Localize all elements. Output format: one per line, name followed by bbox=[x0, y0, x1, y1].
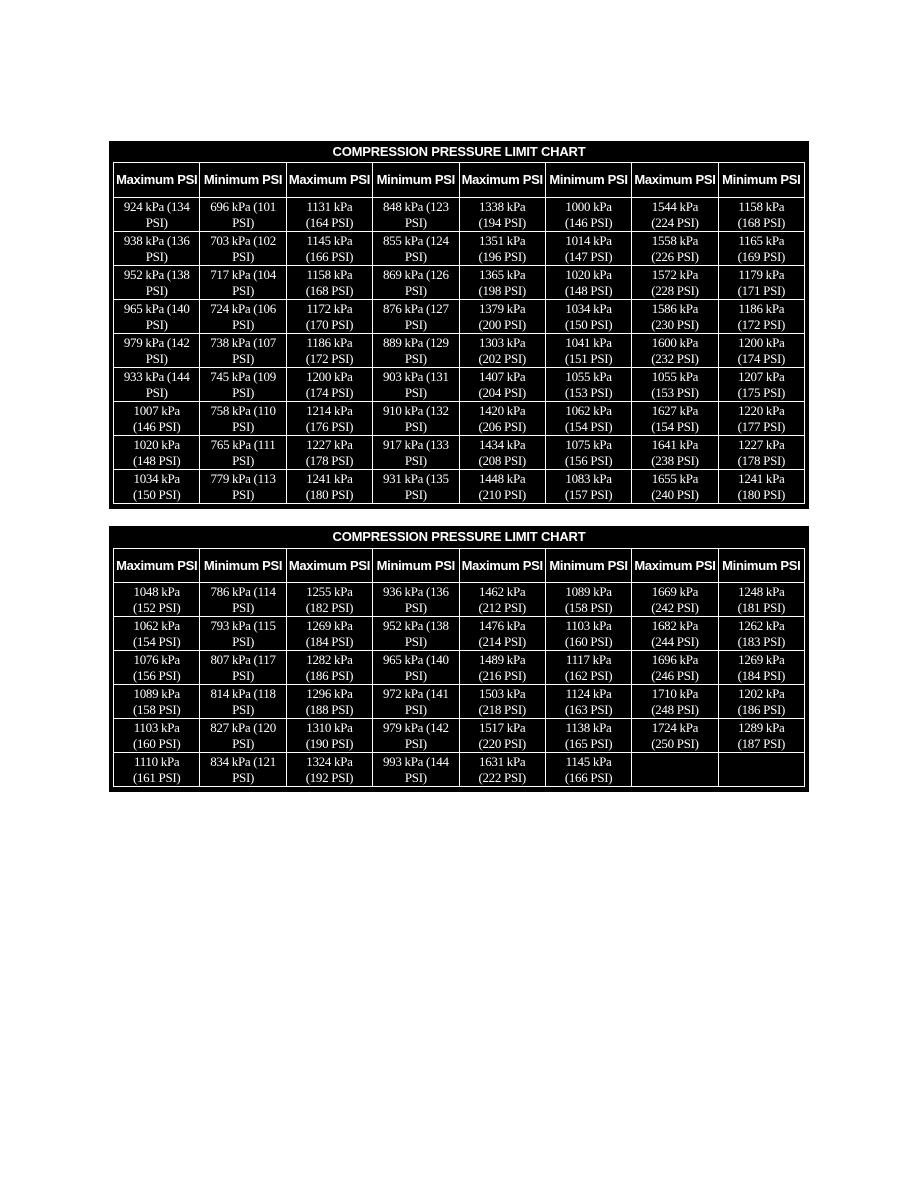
table-cell: 910 kPa (132 PSI) bbox=[373, 402, 459, 436]
table-cell: 1158 kPa (168 PSI) bbox=[718, 198, 804, 232]
table-cell: 917 kPa (133 PSI) bbox=[373, 436, 459, 470]
table-cell: 1379 kPa (200 PSI) bbox=[459, 300, 545, 334]
compression-chart-1 bbox=[109, 141, 809, 509]
table-cell: 952 kPa (138 PSI) bbox=[373, 617, 459, 651]
table-cell: 786 kPa (114 PSI) bbox=[200, 583, 286, 617]
header-maximum-psi: Maximum PSI bbox=[459, 549, 545, 583]
table-cell: 703 kPa (102 PSI) bbox=[200, 232, 286, 266]
table-cell: 1227 kPa (178 PSI) bbox=[718, 436, 804, 470]
table-cell: 1631 kPa (222 PSI) bbox=[459, 753, 545, 787]
table-cell: 1034 kPa (150 PSI) bbox=[114, 470, 200, 504]
table-cell: 1172 kPa (170 PSI) bbox=[286, 300, 372, 334]
table-cell: 834 kPa (121 PSI) bbox=[200, 753, 286, 787]
table-cell: 1083 kPa (157 PSI) bbox=[545, 470, 631, 504]
table-cell: 855 kPa (124 PSI) bbox=[373, 232, 459, 266]
header-maximum-psi: Maximum PSI bbox=[459, 163, 545, 198]
table-cell: 1165 kPa (169 PSI) bbox=[718, 232, 804, 266]
table-cell: 1138 kPa (165 PSI) bbox=[545, 719, 631, 753]
table-cell: 1289 kPa (187 PSI) bbox=[718, 719, 804, 753]
table-row bbox=[114, 470, 805, 504]
header-maximum-psi: Maximum PSI bbox=[632, 549, 718, 583]
table-cell: 1000 kPa (146 PSI) bbox=[545, 198, 631, 232]
table-cell: 1124 kPa (163 PSI) bbox=[545, 685, 631, 719]
table-cell: 1055 kPa (153 PSI) bbox=[545, 368, 631, 402]
table-cell: 1241 kPa (180 PSI) bbox=[718, 470, 804, 504]
table-cell: 1089 kPa (158 PSI) bbox=[545, 583, 631, 617]
table-row bbox=[114, 651, 805, 685]
header-minimum-psi: Minimum PSI bbox=[545, 549, 631, 583]
table-cell: 1145 kPa (166 PSI) bbox=[286, 232, 372, 266]
table-cell: 1186 kPa (172 PSI) bbox=[718, 300, 804, 334]
table-cell: 724 kPa (106 PSI) bbox=[200, 300, 286, 334]
table-cell: 1303 kPa (202 PSI) bbox=[459, 334, 545, 368]
table-row bbox=[114, 198, 805, 232]
table-cell: 1655 kPa (240 PSI) bbox=[632, 470, 718, 504]
table-cell: 1262 kPa (183 PSI) bbox=[718, 617, 804, 651]
header-minimum-psi: Minimum PSI bbox=[373, 549, 459, 583]
table-cell: 1200 kPa (174 PSI) bbox=[718, 334, 804, 368]
header-maximum-psi: Maximum PSI bbox=[286, 163, 372, 198]
table-cell: 1034 kPa (150 PSI) bbox=[545, 300, 631, 334]
table-cell: 758 kPa (110 PSI) bbox=[200, 402, 286, 436]
table-cell: 1269 kPa (184 PSI) bbox=[718, 651, 804, 685]
table-cell: 1207 kPa (175 PSI) bbox=[718, 368, 804, 402]
table-cell: 1324 kPa (192 PSI) bbox=[286, 753, 372, 787]
table-cell: 1014 kPa (147 PSI) bbox=[545, 232, 631, 266]
table-cell: 1202 kPa (186 PSI) bbox=[718, 685, 804, 719]
table-cell: 1572 kPa (228 PSI) bbox=[632, 266, 718, 300]
table-cell: 1248 kPa (181 PSI) bbox=[718, 583, 804, 617]
table-cell bbox=[632, 753, 718, 787]
table-cell: 1489 kPa (216 PSI) bbox=[459, 651, 545, 685]
table-cell: 1696 kPa (246 PSI) bbox=[632, 651, 718, 685]
table-cell: 1627 kPa (154 PSI) bbox=[632, 402, 718, 436]
table-cell: 1200 kPa (174 PSI) bbox=[286, 368, 372, 402]
table-row bbox=[114, 583, 805, 617]
table-cell: 1296 kPa (188 PSI) bbox=[286, 685, 372, 719]
table-cell: 745 kPa (109 PSI) bbox=[200, 368, 286, 402]
table-cell: 1020 kPa (148 PSI) bbox=[545, 266, 631, 300]
table-cell: 1158 kPa (168 PSI) bbox=[286, 266, 372, 300]
table-cell: 889 kPa (129 PSI) bbox=[373, 334, 459, 368]
table-row bbox=[114, 368, 805, 402]
table-cell: 979 kPa (142 PSI) bbox=[373, 719, 459, 753]
table-cell: 1179 kPa (171 PSI) bbox=[718, 266, 804, 300]
table-row bbox=[114, 685, 805, 719]
table-cell: 1214 kPa (176 PSI) bbox=[286, 402, 372, 436]
table-cell: 1220 kPa (177 PSI) bbox=[718, 402, 804, 436]
table-cell: 972 kPa (141 PSI) bbox=[373, 685, 459, 719]
header-row bbox=[114, 163, 805, 198]
table-cell: 1227 kPa (178 PSI) bbox=[286, 436, 372, 470]
table-cell: 938 kPa (136 PSI) bbox=[114, 232, 200, 266]
table-cell: 965 kPa (140 PSI) bbox=[114, 300, 200, 334]
table-row bbox=[114, 266, 805, 300]
table-cell: 814 kPa (118 PSI) bbox=[200, 685, 286, 719]
table-cell: 1544 kPa (224 PSI) bbox=[632, 198, 718, 232]
table-cell: 931 kPa (135 PSI) bbox=[373, 470, 459, 504]
table-cell: 965 kPa (140 PSI) bbox=[373, 651, 459, 685]
header-maximum-psi: Maximum PSI bbox=[114, 163, 200, 198]
table-cell: 1282 kPa (186 PSI) bbox=[286, 651, 372, 685]
table-cell: 1076 kPa (156 PSI) bbox=[114, 651, 200, 685]
header-maximum-psi: Maximum PSI bbox=[286, 549, 372, 583]
table-cell: 807 kPa (117 PSI) bbox=[200, 651, 286, 685]
header-minimum-psi: Minimum PSI bbox=[200, 549, 286, 583]
table-row bbox=[114, 617, 805, 651]
table-cell: 696 kPa (101 PSI) bbox=[200, 198, 286, 232]
table-cell: 1407 kPa (204 PSI) bbox=[459, 368, 545, 402]
table-cell: 1682 kPa (244 PSI) bbox=[632, 617, 718, 651]
chart-title: COMPRESSION PRESSURE LIMIT CHART bbox=[332, 144, 586, 159]
table-body bbox=[114, 198, 805, 504]
table-cell: 1351 kPa (196 PSI) bbox=[459, 232, 545, 266]
table-cell: 1434 kPa (208 PSI) bbox=[459, 436, 545, 470]
header-maximum-psi: Maximum PSI bbox=[114, 549, 200, 583]
table-cell: 1641 kPa (238 PSI) bbox=[632, 436, 718, 470]
chart-title: COMPRESSION PRESSURE LIMIT CHART bbox=[332, 529, 586, 544]
table-body bbox=[114, 583, 805, 787]
header-minimum-psi: Minimum PSI bbox=[373, 163, 459, 198]
table-cell: 1131 kPa (164 PSI) bbox=[286, 198, 372, 232]
table-row bbox=[114, 232, 805, 266]
table-cell: 1503 kPa (218 PSI) bbox=[459, 685, 545, 719]
table-row bbox=[114, 753, 805, 787]
table-cell: 1517 kPa (220 PSI) bbox=[459, 719, 545, 753]
table-cell: 924 kPa (134 PSI) bbox=[114, 198, 200, 232]
table-cell: 1103 kPa (160 PSI) bbox=[545, 617, 631, 651]
table-row bbox=[114, 300, 805, 334]
table-cell: 848 kPa (123 PSI) bbox=[373, 198, 459, 232]
table-cell bbox=[718, 753, 804, 787]
table-cell: 1007 kPa (146 PSI) bbox=[114, 402, 200, 436]
table-cell: 903 kPa (131 PSI) bbox=[373, 368, 459, 402]
table-cell: 765 kPa (111 PSI) bbox=[200, 436, 286, 470]
table-cell: 1075 kPa (156 PSI) bbox=[545, 436, 631, 470]
table-cell: 979 kPa (142 PSI) bbox=[114, 334, 200, 368]
table-cell: 827 kPa (120 PSI) bbox=[200, 719, 286, 753]
header-minimum-psi: Minimum PSI bbox=[200, 163, 286, 198]
table-cell: 1365 kPa (198 PSI) bbox=[459, 266, 545, 300]
table-cell: 779 kPa (113 PSI) bbox=[200, 470, 286, 504]
table-cell: 1110 kPa (161 PSI) bbox=[114, 753, 200, 787]
table-cell: 1710 kPa (248 PSI) bbox=[632, 685, 718, 719]
table-cell: 1241 kPa (180 PSI) bbox=[286, 470, 372, 504]
table-cell: 936 kPa (136 PSI) bbox=[373, 583, 459, 617]
table-cell: 1448 kPa (210 PSI) bbox=[459, 470, 545, 504]
table-cell: 1048 kPa (152 PSI) bbox=[114, 583, 200, 617]
table-cell: 1600 kPa (232 PSI) bbox=[632, 334, 718, 368]
table-cell: 1476 kPa (214 PSI) bbox=[459, 617, 545, 651]
table-cell: 1255 kPa (182 PSI) bbox=[286, 583, 372, 617]
table-cell: 952 kPa (138 PSI) bbox=[114, 266, 200, 300]
table-cell: 1062 kPa (154 PSI) bbox=[114, 617, 200, 651]
table-cell: 717 kPa (104 PSI) bbox=[200, 266, 286, 300]
table-cell: 738 kPa (107 PSI) bbox=[200, 334, 286, 368]
table-cell: 933 kPa (144 PSI) bbox=[114, 368, 200, 402]
table-row bbox=[114, 402, 805, 436]
table-cell: 1669 kPa (242 PSI) bbox=[632, 583, 718, 617]
table-cell: 1062 kPa (154 PSI) bbox=[545, 402, 631, 436]
table-cell: 1103 kPa (160 PSI) bbox=[114, 719, 200, 753]
table-row bbox=[114, 719, 805, 753]
table-cell: 1145 kPa (166 PSI) bbox=[545, 753, 631, 787]
table-cell: 1462 kPa (212 PSI) bbox=[459, 583, 545, 617]
header-row bbox=[114, 549, 805, 583]
table-cell: 1310 kPa (190 PSI) bbox=[286, 719, 372, 753]
table-cell: 1186 kPa (172 PSI) bbox=[286, 334, 372, 368]
header-minimum-psi: Minimum PSI bbox=[545, 163, 631, 198]
table-cell: 869 kPa (126 PSI) bbox=[373, 266, 459, 300]
table-cell: 1055 kPa (153 PSI) bbox=[632, 368, 718, 402]
table-row bbox=[114, 334, 805, 368]
table-cell: 1117 kPa (162 PSI) bbox=[545, 651, 631, 685]
table-cell: 1724 kPa (250 PSI) bbox=[632, 719, 718, 753]
table-cell: 1269 kPa (184 PSI) bbox=[286, 617, 372, 651]
table-row bbox=[114, 436, 805, 470]
header-maximum-psi: Maximum PSI bbox=[632, 163, 718, 198]
table-cell: 1338 kPa (194 PSI) bbox=[459, 198, 545, 232]
table-cell: 1586 kPa (230 PSI) bbox=[632, 300, 718, 334]
table-cell: 1420 kPa (206 PSI) bbox=[459, 402, 545, 436]
table-cell: 876 kPa (127 PSI) bbox=[373, 300, 459, 334]
table-cell: 1020 kPa (148 PSI) bbox=[114, 436, 200, 470]
table-cell: 1089 kPa (158 PSI) bbox=[114, 685, 200, 719]
pressure-table bbox=[113, 548, 805, 787]
compression-chart-2 bbox=[109, 526, 809, 792]
table-cell: 993 kPa (144 PSI) bbox=[373, 753, 459, 787]
table-cell: 1558 kPa (226 PSI) bbox=[632, 232, 718, 266]
table-cell: 1041 kPa (151 PSI) bbox=[545, 334, 631, 368]
header-minimum-psi: Minimum PSI bbox=[718, 549, 804, 583]
table-cell: 793 kPa (115 PSI) bbox=[200, 617, 286, 651]
header-minimum-psi: Minimum PSI bbox=[718, 163, 804, 198]
pressure-table bbox=[113, 162, 805, 504]
